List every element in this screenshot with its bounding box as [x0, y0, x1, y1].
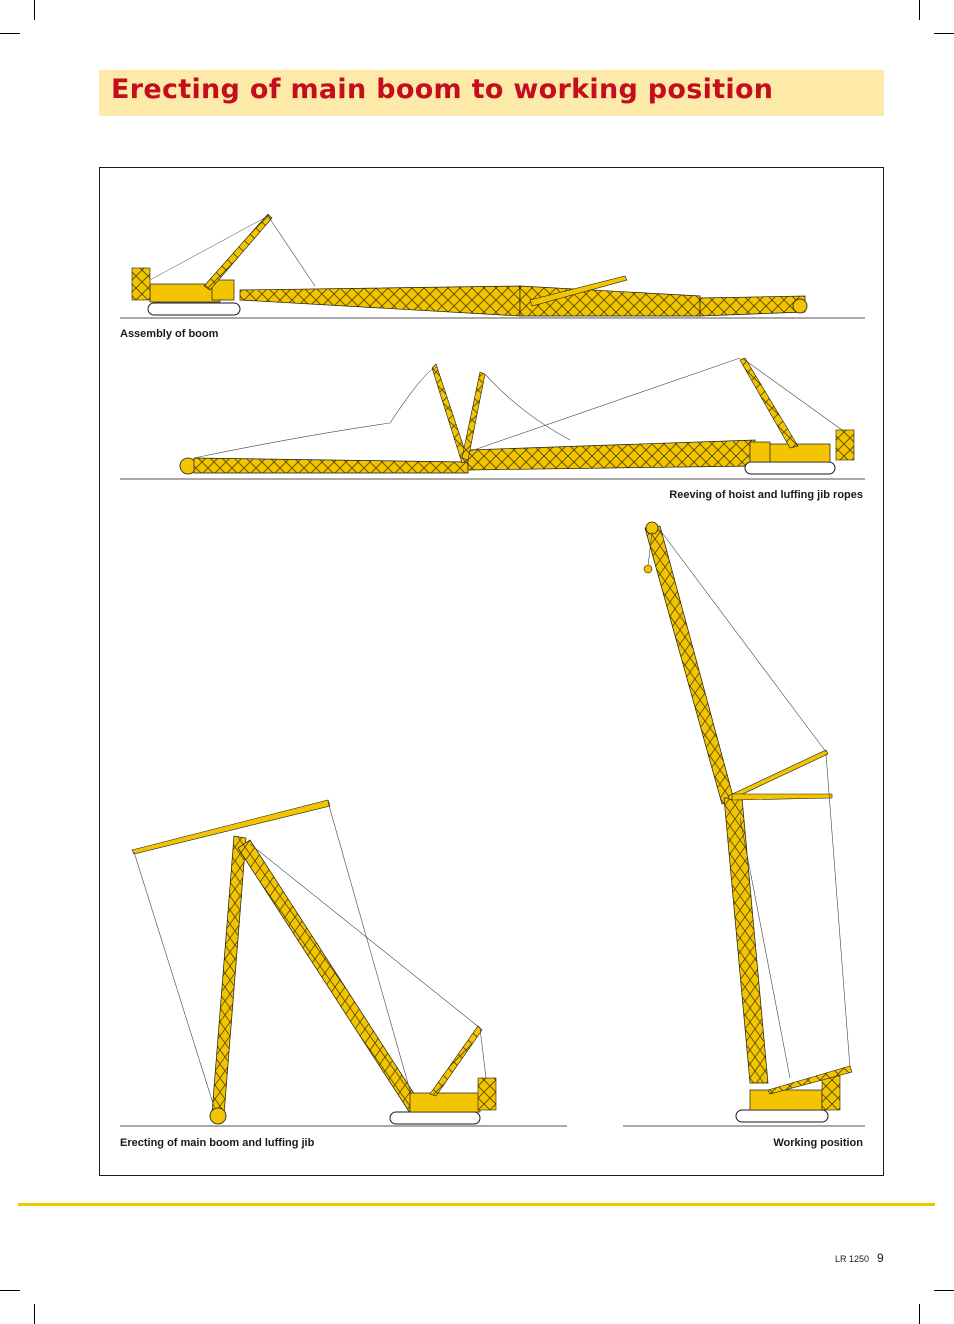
scene-working-position: [623, 522, 865, 1126]
jib-strut: [728, 750, 828, 800]
luffing-frame: [204, 214, 272, 290]
crawler-crane: [745, 430, 854, 474]
main-boom-section: [468, 440, 755, 470]
crop-mark: [919, 0, 920, 20]
page-number: 9: [877, 1251, 884, 1265]
crop-mark: [934, 33, 954, 34]
luffing-jib: [212, 836, 246, 1115]
jib-strut: [132, 800, 330, 854]
footer-model: LR 1250: [835, 1254, 870, 1264]
crop-mark: [34, 0, 35, 20]
luffing-jib-section: [194, 458, 468, 473]
caption-reeving: Reeving of hoist and luffing jib ropes: [669, 489, 863, 501]
main-boom: [724, 798, 768, 1083]
illustration-frame: [99, 167, 884, 1176]
footer-rule: [18, 1203, 935, 1206]
crop-mark: [0, 1290, 20, 1291]
crop-mark: [934, 1290, 954, 1291]
scene-assembly-of-boom: [120, 214, 865, 318]
main-boom: [238, 840, 422, 1113]
caption-working-position: Working position: [773, 1137, 863, 1149]
crop-mark: [34, 1304, 35, 1324]
crawler-crane: [132, 268, 240, 315]
page-title: Erecting of main boom to working position: [111, 74, 774, 105]
caption-erecting: Erecting of main boom and luffing jib: [120, 1137, 315, 1149]
crop-mark: [0, 33, 20, 34]
crane-illustrations: [100, 168, 885, 1177]
title-bar: [99, 70, 884, 116]
crop-mark: [919, 1304, 920, 1324]
scene-reeving: [120, 358, 865, 479]
scene-erecting: [120, 800, 567, 1126]
luffing-jib: [645, 526, 734, 804]
main-boom-section: [240, 286, 520, 316]
caption-assembly-of-boom: Assembly of boom: [120, 328, 219, 340]
